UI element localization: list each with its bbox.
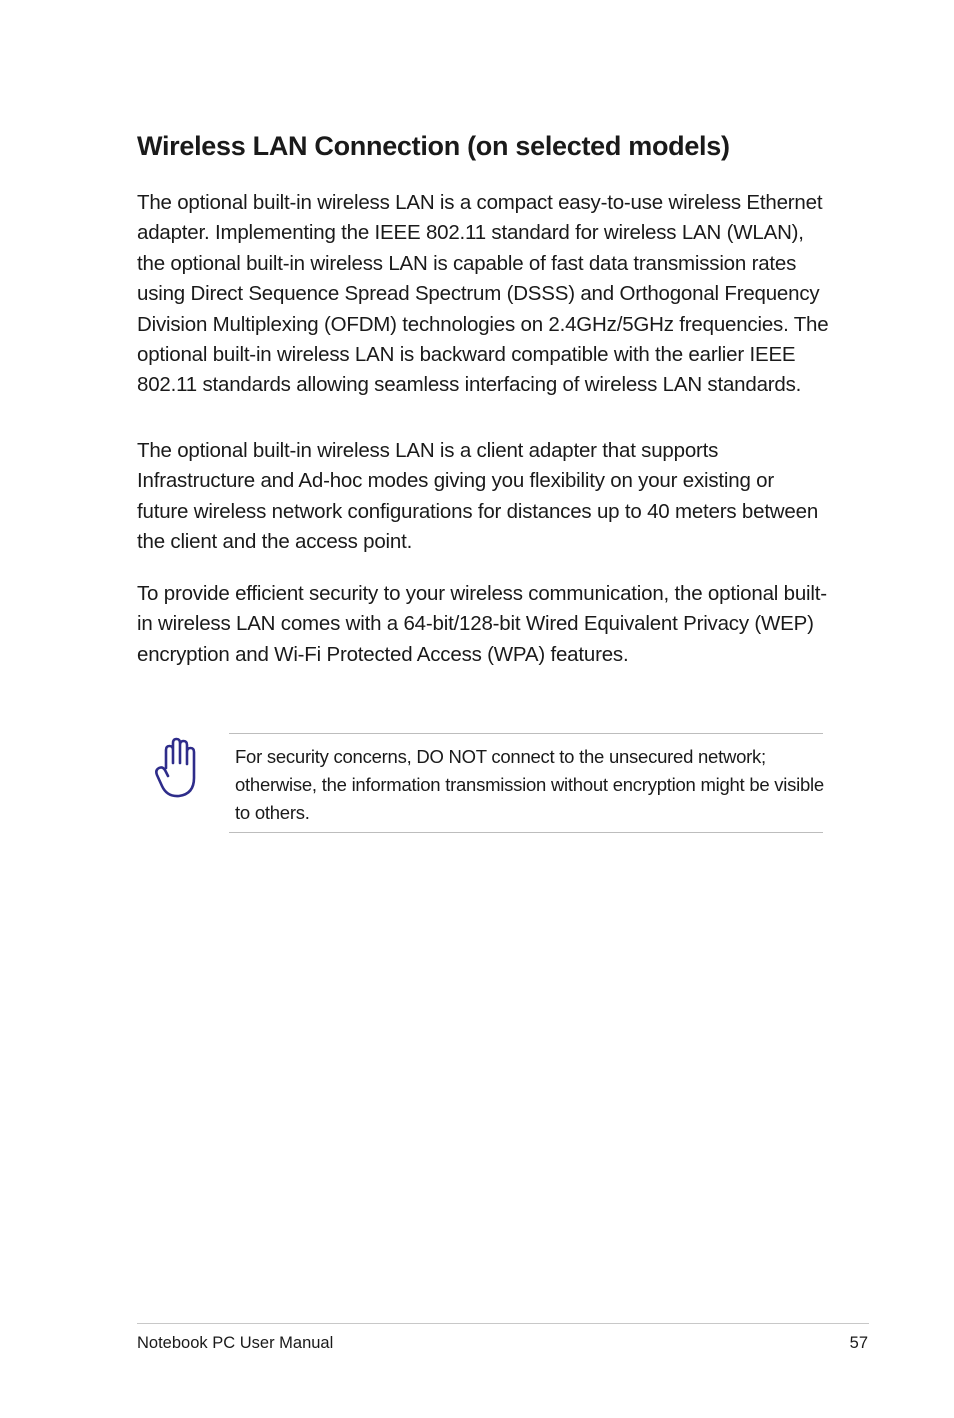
paragraph-wlan-overview: The optional built-in wireless LAN is a compact easy-to-use wireless Ethernet adapter. Implementing the IEEE 802.11 standard for wireless LAN (WLAN), the optional built-in wireless LAN is capable of fast data transmission rates using Direct Sequence Spread Spectrum (DSSS) and Orthogonal Frequency Division Multiplexing (OFDM) technologies on 2.4GHz/5GHz frequencies. The optional built-in wireless LAN is backward compatible with the earlier IEEE 802.11 standards allowing seamless interfacing of wireless LAN standards. [137,191,829,397]
page-title: Wireless LAN Connection (on selected models) [137,131,730,161]
security-note-text: For security concerns, DO NOT connect to the unsecured network; otherwise, the information transmission without encryption might be visible to others. [235,746,824,823]
paragraph-client-adapter: The optional built-in wireless LAN is a client adapter that supports Infrastructure and Ad-hoc modes giving you flexibility on your existing or future wireless network configurations for distances up to 40 meters between the client and the access point. [137,439,819,554]
raised-hand-icon [152,736,202,800]
page-number: 57 [849,1334,868,1352]
footer-divider [137,1323,869,1324]
paragraph-security-features: To provide efficient security to your wireless communication, the optional built-in wireless LAN comes with a 64-bit/128-bit Wired Equivalent Privacy (WEP) encryption and Wi-Fi Protected Access (WPA) features. [137,582,827,666]
footer-manual-title: Notebook PC User Manual [137,1334,334,1352]
note-divider-bottom [229,832,823,833]
note-divider-top [229,733,823,734]
